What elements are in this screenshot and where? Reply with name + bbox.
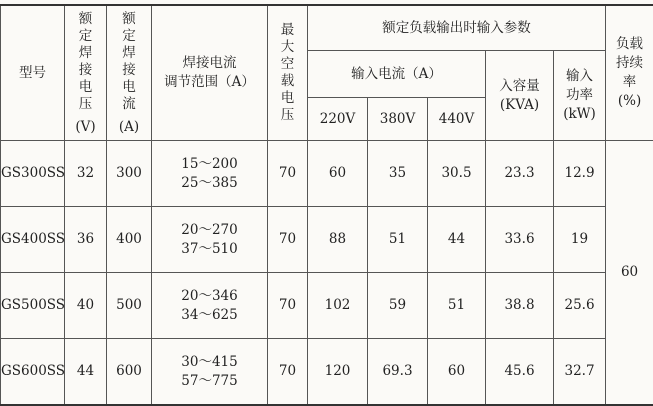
cell-range <box>152 339 268 406</box>
cell-model: GS400SS <box>1 207 65 273</box>
range-line2: 37～510 <box>152 240 267 259</box>
current-range-line2: 调节范围（A） <box>152 73 267 92</box>
welder-spec-table <box>0 4 653 406</box>
cell-voltage: 32 <box>65 141 107 207</box>
cell-kw: 25.6 <box>554 273 606 339</box>
cell-model: GS300SS <box>1 141 65 207</box>
header-rated-voltage <box>65 5 107 141</box>
cell-i440: 60 <box>428 339 486 406</box>
cell-noload: 70 <box>268 339 308 406</box>
header-max-noload-voltage <box>268 5 308 141</box>
cell-noload: 70 <box>268 207 308 273</box>
cell-kva: 38.8 <box>486 273 554 339</box>
header-rated-current <box>107 5 152 141</box>
cell-range <box>152 273 268 339</box>
cell-kw: 32.7 <box>554 339 606 406</box>
power-line3: (kW) <box>554 105 605 124</box>
range-line1: 30～415 <box>152 353 267 372</box>
header-380v: 380V <box>368 98 428 141</box>
cell-i440: 30.5 <box>428 141 486 207</box>
cell-i220: 102 <box>308 273 368 339</box>
table-row <box>1 207 653 273</box>
capacity-line1: 入容量 <box>486 77 553 96</box>
range-line1: 20～270 <box>152 221 267 240</box>
cell-i440: 44 <box>428 207 486 273</box>
header-duty-cycle <box>606 5 653 141</box>
cell-current: 600 <box>107 339 152 406</box>
power-line1: 输入 <box>554 67 605 86</box>
cell-kva: 23.3 <box>486 141 554 207</box>
range-line1: 15～200 <box>152 155 267 174</box>
cell-noload: 70 <box>268 141 308 207</box>
rated-voltage-unit: (V) <box>65 119 106 136</box>
header-input-params: 额定负载输出时输入参数 <box>308 5 606 51</box>
cell-kw: 19 <box>554 207 606 273</box>
duty-line3: 率 <box>606 73 653 92</box>
cell-current: 300 <box>107 141 152 207</box>
current-range-line1: 焊接电流 <box>152 54 267 73</box>
duty-line2: 持续 <box>606 54 653 73</box>
cell-model: GS500SS <box>1 273 65 339</box>
cell-kva: 33.6 <box>486 207 554 273</box>
cell-voltage: 44 <box>65 339 107 406</box>
header-capacity <box>486 51 554 141</box>
cell-kw: 12.9 <box>554 141 606 207</box>
cell-i220: 120 <box>308 339 368 406</box>
cell-current: 400 <box>107 207 152 273</box>
range-line2: 34～625 <box>152 306 267 325</box>
rated-current-unit: (A) <box>107 119 151 136</box>
cell-duty-cycle: 60 <box>606 141 653 406</box>
power-line2: 功率 <box>554 86 605 105</box>
table-row <box>1 273 653 339</box>
header-220v: 220V <box>308 98 368 141</box>
table-row <box>1 141 653 207</box>
cell-i380: 59 <box>368 273 428 339</box>
range-line2: 57～775 <box>152 372 267 391</box>
cell-voltage: 36 <box>65 207 107 273</box>
cell-i440: 51 <box>428 273 486 339</box>
max-noload-voltage-label: 最大空载电压 <box>281 22 295 124</box>
rated-current-label: 额定焊接电流 <box>122 11 136 113</box>
cell-i380: 51 <box>368 207 428 273</box>
cell-i220: 88 <box>308 207 368 273</box>
duty-line4: (%) <box>606 92 653 111</box>
range-line1: 20～346 <box>152 287 267 306</box>
capacity-line2: (KVA) <box>486 96 553 115</box>
duty-line1: 负载 <box>606 35 653 54</box>
header-model: 型号 <box>1 5 65 141</box>
header-current-range <box>152 5 268 141</box>
cell-voltage: 40 <box>65 273 107 339</box>
table-row <box>1 339 653 406</box>
header-440v: 440V <box>428 98 486 141</box>
rated-voltage-label: 额定焊接电压 <box>79 11 93 113</box>
cell-range <box>152 207 268 273</box>
cell-kva: 45.6 <box>486 339 554 406</box>
cell-model: GS600SS <box>1 339 65 406</box>
cell-i380: 35 <box>368 141 428 207</box>
cell-range <box>152 141 268 207</box>
cell-i220: 60 <box>308 141 368 207</box>
cell-i380: 69.3 <box>368 339 428 406</box>
cell-current: 500 <box>107 273 152 339</box>
header-input-power <box>554 51 606 141</box>
cell-noload: 70 <box>268 273 308 339</box>
range-line2: 25～385 <box>152 174 267 193</box>
header-input-current: 输入电流（A） <box>308 51 486 98</box>
